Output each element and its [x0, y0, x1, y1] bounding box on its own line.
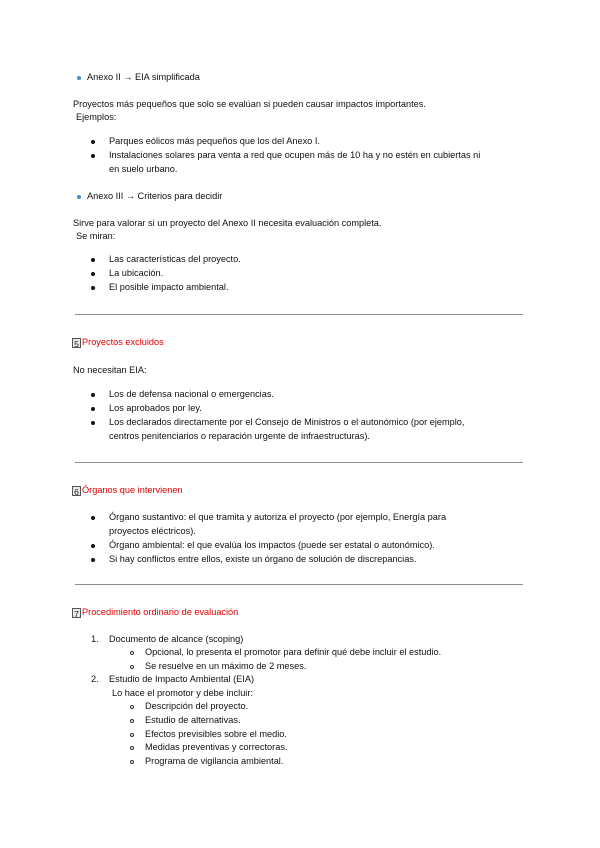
list-item-continuation: proyectos eléctricos). — [109, 526, 196, 536]
sub-item: Opcional, lo presenta el promotor para definir qué debe incluir el estudio. — [145, 647, 442, 657]
list-item-continuation: centros penitenciarios o reparación urgente de infraestructuras). — [109, 431, 370, 441]
bullet-icon — [91, 421, 95, 425]
section-number-badge: 6 — [72, 486, 81, 496]
circle-bullet-icon — [130, 665, 134, 669]
sub-item: Se resuelve en un máximo de 2 meses. — [145, 661, 307, 671]
anexo3-description: Sirve para valorar si un proyecto del Anexo II necesita evaluación completa. — [73, 218, 382, 228]
list-item: Si hay conflictos entre ellos, existe un órgano de solución de discrepancias. — [109, 554, 417, 564]
anexo3-heading: Anexo III → Criterios para decidir — [87, 191, 223, 201]
divider — [75, 314, 523, 315]
sub-item: Estudio de alternativas. — [145, 715, 241, 725]
bullet-icon — [91, 407, 95, 411]
anexo2-examples-label: Ejemplos: — [76, 112, 117, 122]
divider — [75, 584, 523, 585]
list-item: Órgano sustantivo: el que tramita y autoriza el proyecto (por ejemplo, Energía para — [109, 512, 447, 522]
bullet-icon — [91, 516, 95, 520]
section-title: Procedimiento ordinario de evaluación — [82, 607, 239, 617]
step-title: Documento de alcance (scoping) — [109, 634, 244, 644]
step-title: Estudio de Impacto Ambiental (EIA) — [109, 674, 255, 684]
bullet-icon — [91, 272, 95, 276]
bullet-icon — [91, 544, 95, 548]
list-item: Los declarados directamente por el Consejo de Ministros o el autonómico (por ejemplo, — [109, 417, 465, 427]
bullet-icon — [91, 393, 95, 397]
section-title: Proyectos excluidos — [82, 337, 164, 347]
bullet-icon — [77, 195, 81, 199]
sub-item: Efectos previsibles sobre el medio. — [145, 729, 287, 739]
bullet-icon — [91, 258, 95, 262]
section-number-badge: 7 — [72, 608, 81, 618]
bullet-icon — [91, 286, 95, 290]
circle-bullet-icon — [130, 719, 134, 723]
list-item-continuation: en suelo urbano. — [109, 164, 178, 174]
section-number-badge: 5 — [72, 338, 81, 348]
list-item: El posible impacto ambiental. — [109, 282, 229, 292]
section-title: Órganos que intervienen — [82, 485, 183, 495]
list-item: Las características del proyecto. — [109, 254, 241, 264]
sub-item: Programa de vigilancia ambiental. — [145, 756, 284, 766]
sub-item: Descripción del proyecto. — [145, 701, 249, 711]
step-number: 2. — [91, 674, 99, 684]
list-item: Parques eólicos más pequeños que los del Anexo I. — [109, 136, 320, 146]
bullet-icon — [91, 154, 95, 158]
bullet-icon — [77, 76, 81, 80]
list-item: Los de defensa nacional o emergencias. — [109, 389, 274, 399]
anexo3-label: Se miran: — [76, 231, 116, 241]
sub-item: Medidas preventivas y correctoras. — [145, 742, 288, 752]
bullet-icon — [91, 140, 95, 144]
circle-bullet-icon — [130, 733, 134, 737]
list-item: Instalaciones solares para venta a red que ocupen más de 10 ha y no estén en cubiertas ni — [109, 150, 481, 160]
circle-bullet-icon — [130, 705, 134, 709]
circle-bullet-icon — [130, 651, 134, 655]
step-number: 1. — [91, 634, 99, 644]
section-intro: No necesitan EIA: — [73, 365, 147, 375]
step-intro: Lo hace el promotor y debe incluir: — [112, 688, 253, 698]
divider — [75, 462, 523, 463]
list-item: Órgano ambiental: el que evalúa los impactos (puede ser estatal o autonómico). — [109, 540, 435, 550]
list-item: Los aprobados por ley. — [109, 403, 202, 413]
circle-bullet-icon — [130, 746, 134, 750]
anexo2-description: Proyectos más pequeños que solo se evalúan si pueden causar impactos importantes. — [73, 99, 426, 109]
bullet-icon — [91, 558, 95, 562]
anexo2-heading: Anexo II → EIA simplificada — [87, 72, 200, 82]
circle-bullet-icon — [130, 760, 134, 764]
list-item: La ubicación. — [109, 268, 164, 278]
